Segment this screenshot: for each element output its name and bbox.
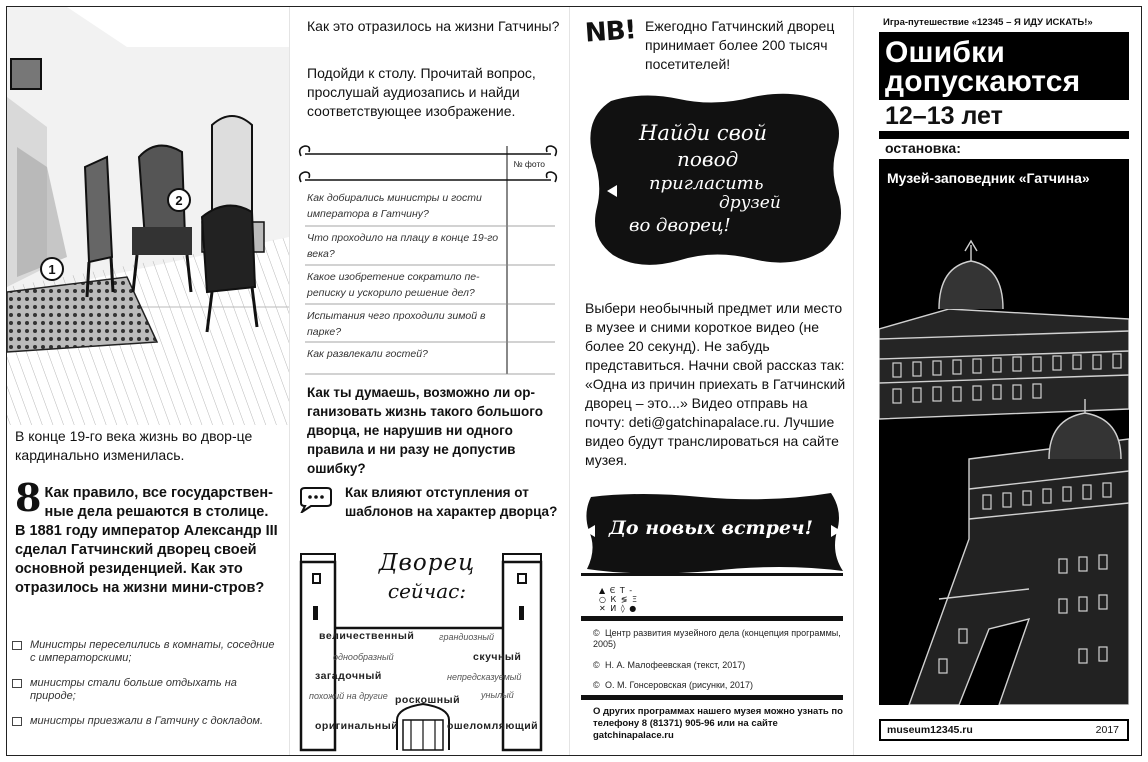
credit-line: © Центр развития музейного дела (концепция программы, 2005) bbox=[593, 628, 841, 649]
title-line: допускаются bbox=[885, 65, 1081, 98]
divider bbox=[879, 131, 1129, 139]
answer-option[interactable]: министры стали больше отдыхать на природе; bbox=[10, 677, 282, 703]
table-row: Как добирались министры и гости императора в Гатчину? bbox=[307, 192, 482, 220]
word-choice[interactable]: однообразный bbox=[333, 652, 394, 662]
column-3 bbox=[569, 7, 853, 755]
invite-line: во дворец! bbox=[629, 215, 731, 236]
stop-label: остановка: bbox=[885, 140, 961, 156]
palace-interior-illustration bbox=[7, 7, 289, 425]
invite-line: пригласить bbox=[649, 173, 764, 194]
divider bbox=[581, 695, 843, 700]
instructions: Подойди к столу. Прочитай вопрос, прослушай аудиозапись и найди соответствующее изображение. bbox=[307, 65, 536, 119]
website-link[interactable]: museum12345.ru bbox=[887, 724, 973, 736]
palace-subtitle: сейчас: bbox=[387, 579, 467, 603]
word-choice[interactable]: ошеломляющий bbox=[447, 720, 539, 732]
invite-line: Найди свой bbox=[639, 121, 768, 145]
svg-text:1: 1 bbox=[48, 262, 56, 277]
credit-line: © Н. А. Малофеевская (текст, 2017) bbox=[593, 660, 746, 670]
photo-question-table bbox=[297, 138, 559, 378]
table-row: Как развлекали гостей? bbox=[307, 348, 428, 360]
word-choice[interactable]: роскошный bbox=[395, 694, 461, 706]
cover-footer bbox=[879, 719, 1129, 741]
divider bbox=[581, 616, 843, 621]
word-choice[interactable]: унылый bbox=[481, 690, 514, 700]
cover-panel bbox=[879, 159, 1129, 705]
word-choice[interactable]: грандиозный bbox=[439, 632, 495, 642]
question-number: 8 bbox=[15, 475, 42, 520]
word-choice[interactable]: непредсказуемый bbox=[447, 672, 522, 682]
museum-name: Музей-заповедник «Гатчина» bbox=[887, 170, 1090, 186]
age-range: 12–13 лет bbox=[885, 102, 1003, 130]
palace-sketch-illustration bbox=[879, 159, 1129, 705]
svg-text:2: 2 bbox=[175, 193, 183, 208]
year: 2017 bbox=[1095, 724, 1119, 736]
contact-footer: О других программах нашего музея можно узнать по телефону 8 (81371) 905-96 или на сайте gatchinapalace.ru bbox=[593, 706, 843, 741]
word-choice[interactable]: величественный bbox=[319, 630, 415, 642]
brochure-sheet bbox=[6, 6, 1142, 756]
word-choice[interactable]: похожий на другие bbox=[309, 691, 388, 701]
answer-option[interactable]: Министры переселились в комнаты, соседние с императорскими; bbox=[10, 639, 282, 665]
farewell-text: До новых встреч! bbox=[609, 517, 813, 539]
table-row: Какое изобретение сократило пе-реписку и ускорило решение дел? bbox=[307, 271, 480, 299]
column-4-cover bbox=[853, 7, 1141, 755]
cover-title bbox=[879, 32, 1129, 100]
checkbox[interactable] bbox=[12, 641, 22, 650]
checkbox[interactable] bbox=[12, 679, 22, 688]
nb-text: Ежегодно Гатчинский дворец принимает более 200 тысяч посетителей! bbox=[645, 18, 835, 72]
column-1 bbox=[7, 7, 289, 755]
invite-line: повод bbox=[677, 147, 739, 171]
invite-line: друзей bbox=[719, 193, 781, 213]
museum-logo: ▲ Є Т - ○ К ≶ Ξ ✕ И ◊ ● bbox=[599, 586, 639, 613]
game-label: Игра-путешествие «12345 – Я ИДУ ИСКАТЬ!» bbox=[883, 17, 1093, 28]
divider bbox=[581, 573, 843, 576]
question-continued: Как это отразилось на жизни Гатчины? bbox=[307, 18, 560, 34]
checkbox[interactable] bbox=[12, 717, 22, 726]
photo-number-header: № фото bbox=[513, 159, 545, 169]
palace-title: Дворец bbox=[378, 550, 476, 576]
title-line: Ошибки bbox=[885, 36, 1005, 69]
column-2: Как это отразилось на жизни Гатчины? Подойди к столу. Прочитай вопрос, прослушай аудиозапись и найди соответствующее изображение. № фото Как добирались министры и гости императора в Гатчину? Что проходило на плацу в конце 19-го века? Какое изобретение сократило пе-реписку и ускорило решение дел? Испытания чего проходили зимой в парке? Как развлекали гостей? Как ты думаешь, возможно ли ор-ганизовать жизнь такого большого дворца, не нарушив ни одного правила и ни разу не допустив ошибку? Как влияют отступления от шаблонов на характер дворца? Дворец сейчас: величественный грандиозный однообразный скучный загадочный непредсказуемый похожий на другие унылый роскошный оригинальный ошеломляющий bbox=[289, 7, 569, 755]
speech-bubble-icon bbox=[297, 487, 333, 513]
question-8-text: Как правило, все государствен-ные дела решаются в столице. В 1881 году император Александр III сделал Гатчинский дворец своей основной резиденцией. Как это отразилось на жизни мини-стров? bbox=[15, 485, 278, 596]
table-row: Что проходило на плацу в конце 19-го века? bbox=[307, 232, 499, 260]
answer-options bbox=[10, 639, 282, 740]
word-choice[interactable]: загадочный bbox=[315, 670, 382, 682]
word-choice[interactable]: скучный bbox=[473, 651, 522, 663]
answer-option[interactable]: министры приезжали в Гатчину с докладом. bbox=[10, 715, 282, 728]
intro-text: В конце 19-го века жизнь во двор-це кардинально изменилась. bbox=[15, 428, 253, 463]
question-8 bbox=[15, 475, 281, 598]
word-choice[interactable]: оригинальный bbox=[315, 720, 399, 732]
credit-line: © О. М. Гонсеровская (рисунки, 2017) bbox=[593, 680, 753, 690]
nb-badge: NB! bbox=[584, 15, 637, 49]
table-row: Испытания чего проходили зимой в парке? bbox=[307, 310, 486, 338]
video-instructions: Выбери необычный предмет или место в музее и сними короткое видео (не более 20 секунд). Не забудь представиться. Начни свой рассказ так: «Одна из причин приехать в Гатчинский дворец – это...» Видео отправь на почту: deti@gatchinapalace.ru. Лучшие видео будут транслироваться на сайте музея. bbox=[585, 300, 846, 468]
discussion-question: Как ты думаешь, возможно ли ор-ганизовать жизнь такого большого дворца, не нарушив ни одного правила и ни разу не допустив ошибку? bbox=[307, 385, 543, 476]
